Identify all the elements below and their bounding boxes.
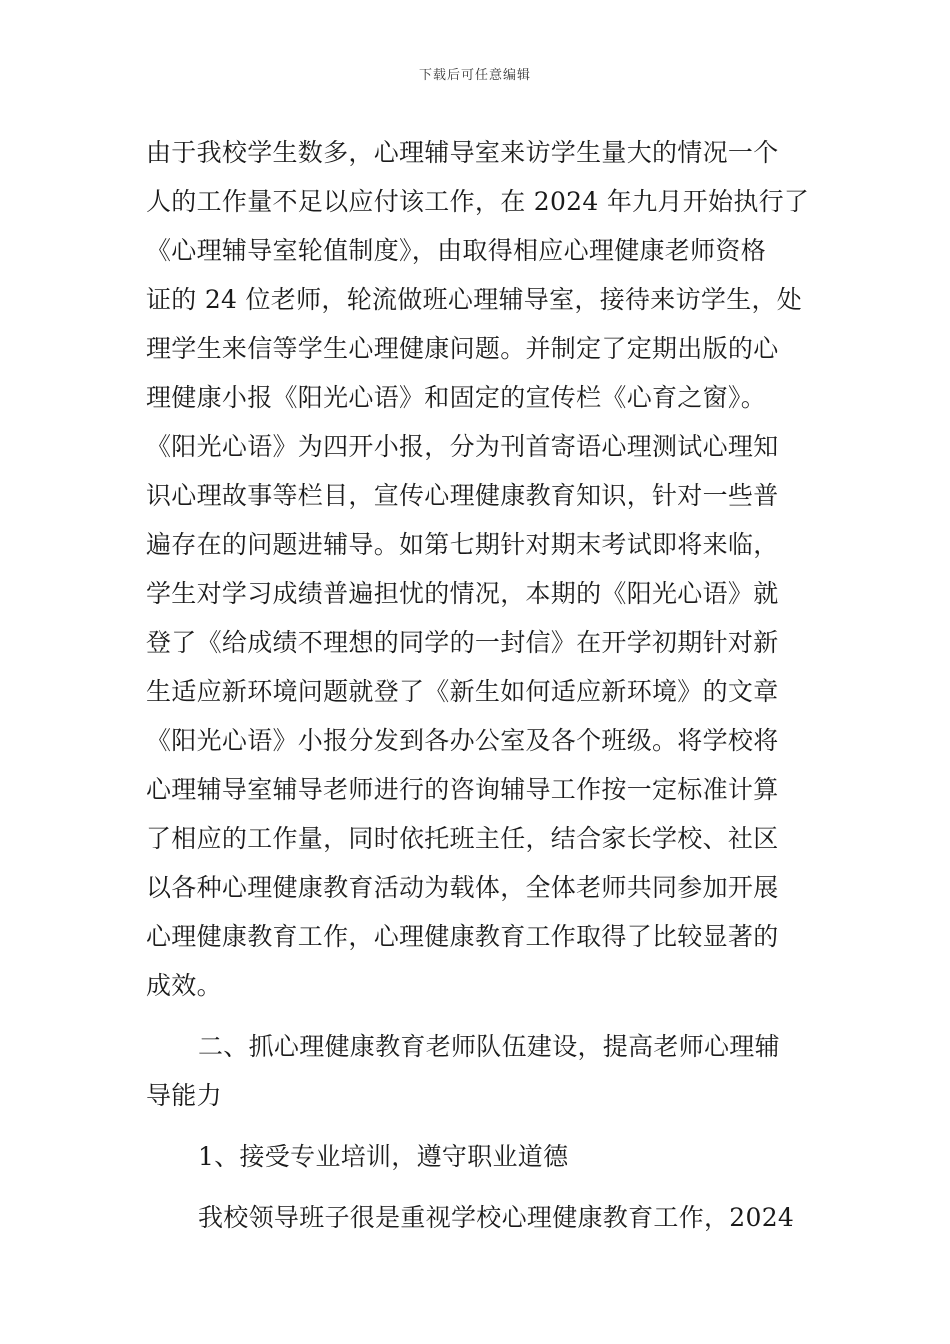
paragraph-counseling-rotation (146, 128, 808, 1010)
text-line: 学生对学习成绩普遍担忧的情况，本期的《阳光心语》就 (146, 579, 779, 608)
paragraph-leadership (146, 1193, 808, 1242)
subheading-professional-training (146, 1132, 808, 1181)
text-line: 理学生来信等学生心理健康问题。并制定了定期出版的心 (146, 334, 779, 363)
text-line: 心理辅导室辅导老师进行的咨询辅导工作按一定标准计算 (146, 775, 779, 804)
text-line: 由于我校学生数多，心理辅导室来访学生量大的情况一个 (146, 138, 779, 167)
text-line: 《阳光心语》为四开小报，分为刊首寄语心理测试心理知 (146, 432, 779, 461)
text-line: 遍存在的问题进辅导。如第七期针对期末考试即将来临， (146, 530, 779, 559)
document-body (146, 128, 808, 1242)
text-line: 1、接受专业培训，遵守职业道德 (198, 1142, 569, 1171)
text-line: 心理健康教育工作，心理健康教育工作取得了比较显著的 (146, 922, 779, 951)
text-line: 登了《给成绩不理想的同学的一封信》在开学初期针对新 (146, 628, 779, 657)
text-line: 生适应新环境问题就登了《新生如何适应新环境》的文章 (146, 677, 779, 706)
text-line: 导能力 (146, 1081, 222, 1110)
text-line: 人的工作量不足以应付该工作，在 2024 年九月开始执行了 (146, 187, 810, 216)
paragraph-spacer (146, 1010, 808, 1022)
section-heading-teacher-team (146, 1022, 808, 1120)
text-line: 理健康小报《阳光心语》和固定的宣传栏《心育之窗》。 (146, 383, 767, 412)
text-line: 《心理辅导室轮值制度》，由取得相应心理健康老师资格 (146, 236, 767, 265)
text-line: 我校领导班子很是重视学校心理健康教育工作，2024 (198, 1203, 795, 1232)
text-line: 证的 24 位老师，轮流做班心理辅导室，接待来访学生，处 (146, 285, 803, 314)
text-line: 《阳光心语》小报分发到各办公室及各个班级。将学校将 (146, 726, 779, 755)
text-line: 识心理故事等栏目，宣传心理健康教育知识，针对一些普 (146, 481, 779, 510)
text-line: 了相应的工作量，同时依托班主任，结合家长学校、社区 (146, 824, 779, 853)
text-line: 成效。 (146, 971, 222, 1000)
paragraph-spacer (146, 1120, 808, 1132)
text-line: 二、抓心理健康教育老师队伍建设，提高老师心理辅 (198, 1032, 780, 1061)
page-header: 下载后可任意编辑 (418, 68, 531, 83)
text-line: 以各种心理健康教育活动为载体，全体老师共同参加开展 (146, 873, 779, 902)
paragraph-spacer (146, 1181, 808, 1193)
